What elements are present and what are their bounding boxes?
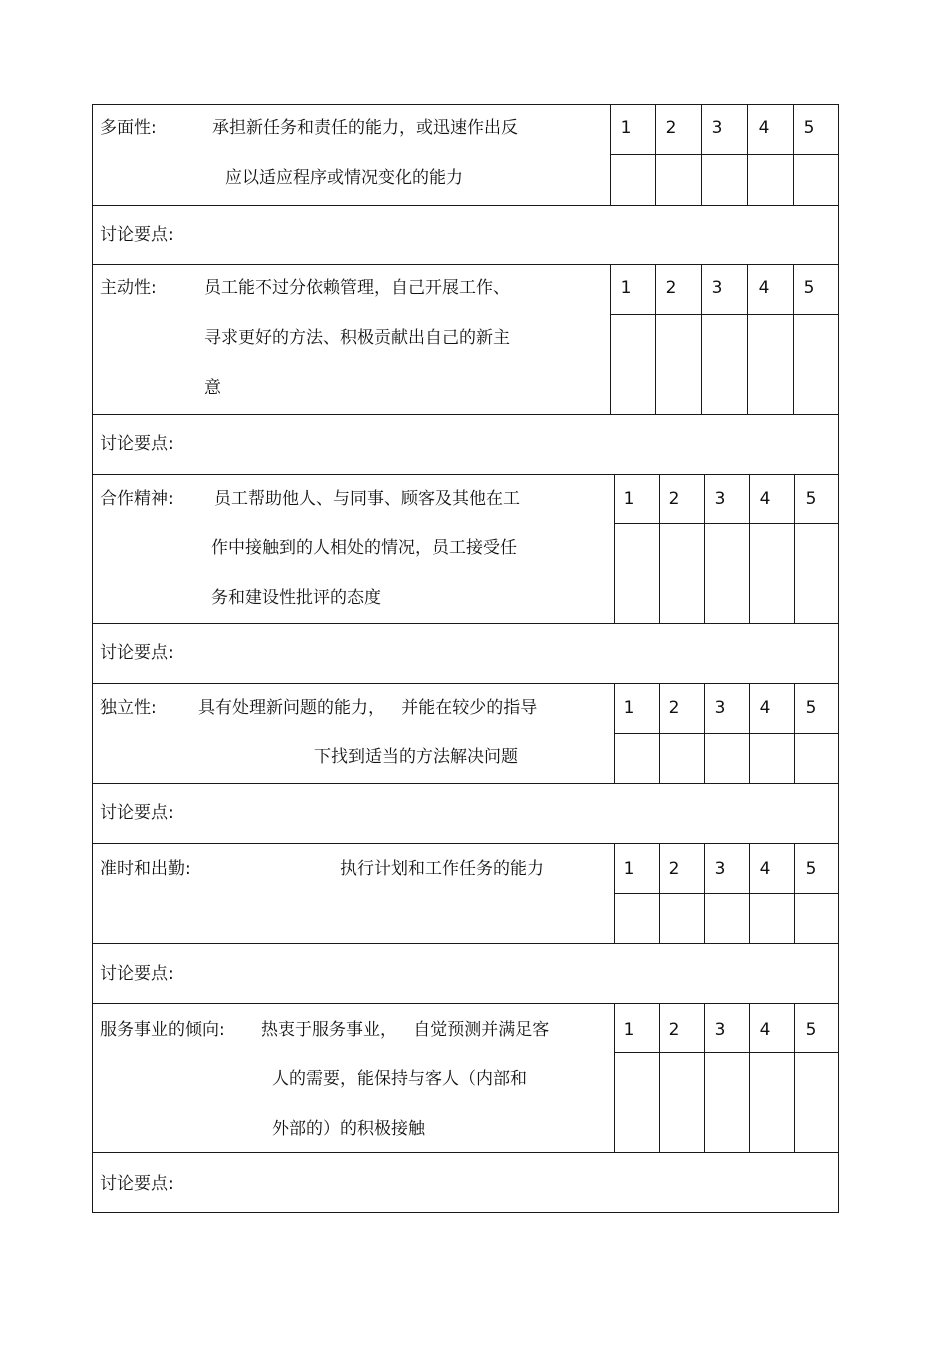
rating-1-label: 1 [623, 489, 635, 509]
rating-2-label: 2 [665, 118, 677, 138]
rating-2-label: 2 [668, 698, 680, 718]
discussion-label: 讨论要点: [100, 1174, 174, 1194]
rating-divider [614, 523, 839, 524]
rating-3-label: 3 [714, 698, 726, 718]
rating-5-label: 5 [803, 278, 815, 298]
row-divider [92, 783, 839, 784]
rating-divider [610, 154, 839, 155]
rating-1-label: 1 [620, 118, 632, 138]
rating-column-line [659, 843, 660, 943]
rating-column-line [614, 843, 615, 943]
criterion-title: 合作精神: [100, 489, 174, 509]
row-divider [92, 1212, 839, 1213]
rating-1-label: 1 [623, 698, 635, 718]
rating-1-label: 1 [620, 278, 632, 298]
rating-5-label: 5 [805, 1020, 817, 1040]
criterion-title: 准时和出勤: [100, 859, 191, 879]
row-divider [92, 1152, 839, 1153]
criterion-title: 主动性: [100, 278, 157, 298]
criterion-title: 多面性: [100, 118, 157, 138]
table-border-right [838, 104, 839, 1213]
rating-divider [614, 893, 839, 894]
row-divider [92, 264, 839, 265]
row-divider [92, 683, 839, 684]
rating-3-label: 3 [714, 489, 726, 509]
criterion-description-line: 员工能不过分依赖管理，自己开展工作、 [204, 278, 510, 298]
row-divider [92, 104, 839, 105]
row-divider [92, 623, 839, 624]
row-divider [92, 943, 839, 944]
row-divider [92, 843, 839, 844]
rating-5-label: 5 [805, 859, 817, 879]
table-border-left [92, 104, 93, 1213]
rating-4-label: 4 [758, 118, 770, 138]
criterion-description-line: 寻求更好的方法、积极贡献出自己的新主 [204, 328, 510, 348]
rating-divider [610, 314, 839, 315]
rating-3-label: 3 [714, 1020, 726, 1040]
rating-2-label: 2 [668, 1020, 680, 1040]
rating-1-label: 1 [623, 859, 635, 879]
criterion-description-line: 下找到适当的方法解决问题 [314, 747, 518, 767]
rating-column-line [704, 843, 705, 943]
rating-5-label: 5 [803, 118, 815, 138]
discussion-label: 讨论要点: [100, 964, 174, 984]
criterion-title: 独立性: [100, 698, 157, 718]
criterion-description-line: 作中接触到的人相处的情况，员工接受任 [211, 538, 517, 558]
discussion-label: 讨论要点: [100, 643, 174, 663]
rating-4-label: 4 [759, 698, 771, 718]
rating-4-label: 4 [758, 278, 770, 298]
criterion-description-line: 热衷于服务事业， 自觉预测并满足客 [261, 1020, 550, 1040]
rating-divider [614, 733, 839, 734]
rating-column-line [749, 843, 750, 943]
rating-2-label: 2 [668, 489, 680, 509]
criterion-description-line: 执行计划和工作任务的能力 [340, 859, 544, 879]
criterion-description-line: 意 [204, 378, 221, 398]
rating-3-label: 3 [714, 859, 726, 879]
rating-4-label: 4 [759, 859, 771, 879]
criterion-title: 服务事业的倾向: [100, 1020, 225, 1040]
rating-5-label: 5 [805, 698, 817, 718]
rating-column-line [794, 843, 795, 943]
row-divider [92, 1003, 839, 1004]
criterion-description-line: 应以适应程序或情况变化的能力 [225, 168, 463, 188]
criterion-description-line: 承担新任务和责任的能力，或迅速作出反 [212, 118, 518, 138]
criterion-description-line: 外部的）的积极接触 [272, 1119, 425, 1139]
criterion-description-line: 务和建设性批评的态度 [211, 588, 381, 608]
rating-4-label: 4 [759, 1020, 771, 1040]
discussion-label: 讨论要点: [100, 434, 174, 454]
rating-4-label: 4 [759, 489, 771, 509]
discussion-label: 讨论要点: [100, 803, 174, 823]
rating-1-label: 1 [623, 1020, 635, 1040]
discussion-label: 讨论要点: [100, 225, 174, 245]
rating-3-label: 3 [711, 118, 723, 138]
criterion-description-line: 具有处理新问题的能力， 并能在较少的指导 [198, 698, 538, 718]
rating-3-label: 3 [711, 278, 723, 298]
rating-divider [614, 1052, 839, 1053]
rating-5-label: 5 [805, 489, 817, 509]
rating-2-label: 2 [665, 278, 677, 298]
row-divider [92, 474, 839, 475]
row-divider [92, 414, 839, 415]
rating-2-label: 2 [668, 859, 680, 879]
row-divider [92, 205, 839, 206]
criterion-description-line: 员工帮助他人、与同事、顾客及其他在工 [214, 489, 520, 509]
criterion-description-line: 人的需要，能保持与客人（内部和 [272, 1069, 527, 1089]
